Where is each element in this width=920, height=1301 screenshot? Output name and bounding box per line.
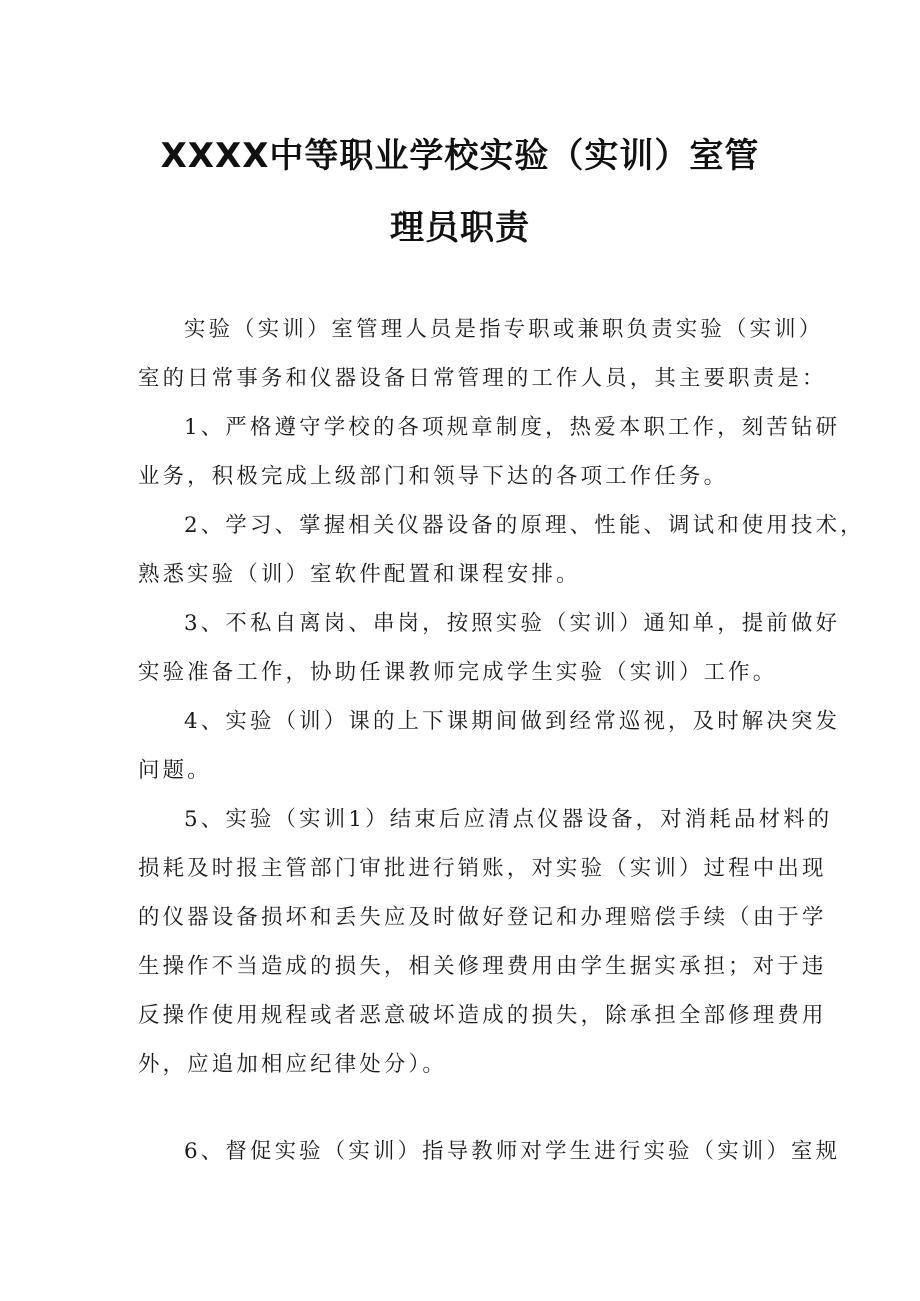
paragraph-item-1-line-2: 业务，积极完成上级部门和领导下达的各项工作任务。: [138, 464, 729, 489]
paragraph-intro-line-1: 实验（实训）室管理人员是指专职或兼职负责实验（实训）: [184, 317, 824, 342]
paragraph-item-4-line-1: 4、实验（训）课的上下课期间做到经常巡视，及时解决突发: [184, 709, 841, 734]
paragraph-item-5-line-6: 外，应追加相应纪律处分）。: [138, 1052, 447, 1077]
paragraph-item-2-line-2: 熟悉实验（训）室软件配置和课程安排。: [138, 562, 581, 587]
paragraph-intro-line-2: 室的日常事务和仪器设备日常管理的工作人员，其主要职责是：: [138, 366, 827, 391]
paragraph-item-3-line-1: 3、不私自离岗、串岗，按照实验（实训）通知单，提前做好: [184, 611, 841, 636]
paragraph-item-5-line-2: 损耗及时报主管部门审批进行销账，对实验（实训）过程中出现: [138, 856, 827, 881]
paragraph-item-5-line-3: 的仪器设备损坏和丢失应及时做好登记和办理赔偿手续（由于学: [138, 905, 827, 930]
document-title-line-1: XXXX中等职业学校实验（实训）室管: [160, 136, 760, 176]
paragraph-item-5-line-5: 反操作使用规程或者恶意破坏造成的损失，除承担全部修理费用: [138, 1003, 827, 1028]
paragraph-item-6-line-1: 6、督促实验（实训）指导教师对学生进行实验（实训）室规: [184, 1139, 841, 1164]
paragraph-item-1-line-1: 1、严格遵守学校的各项规章制度，热爱本职工作，刻苦钻研: [184, 415, 841, 440]
paragraph-item-3-line-2: 实验准备工作，协助任课教师完成学生实验（实训）工作。: [138, 660, 778, 685]
paragraph-item-5-line-1: 5、实验（实训1）结束后应清点仪器设备，对消耗品材料的: [184, 807, 833, 832]
paragraph-item-5-line-4: 生操作不当造成的损失，相关修理费用由学生据实承担；对于违: [138, 954, 827, 979]
document-title-line-2: 理员职责: [390, 208, 530, 248]
paragraph-item-2-line-1: 2、学习、掌握相关仪器设备的原理、性能、调试和使用技术，: [184, 513, 865, 538]
paragraph-item-4-line-2: 问题。: [138, 758, 212, 783]
